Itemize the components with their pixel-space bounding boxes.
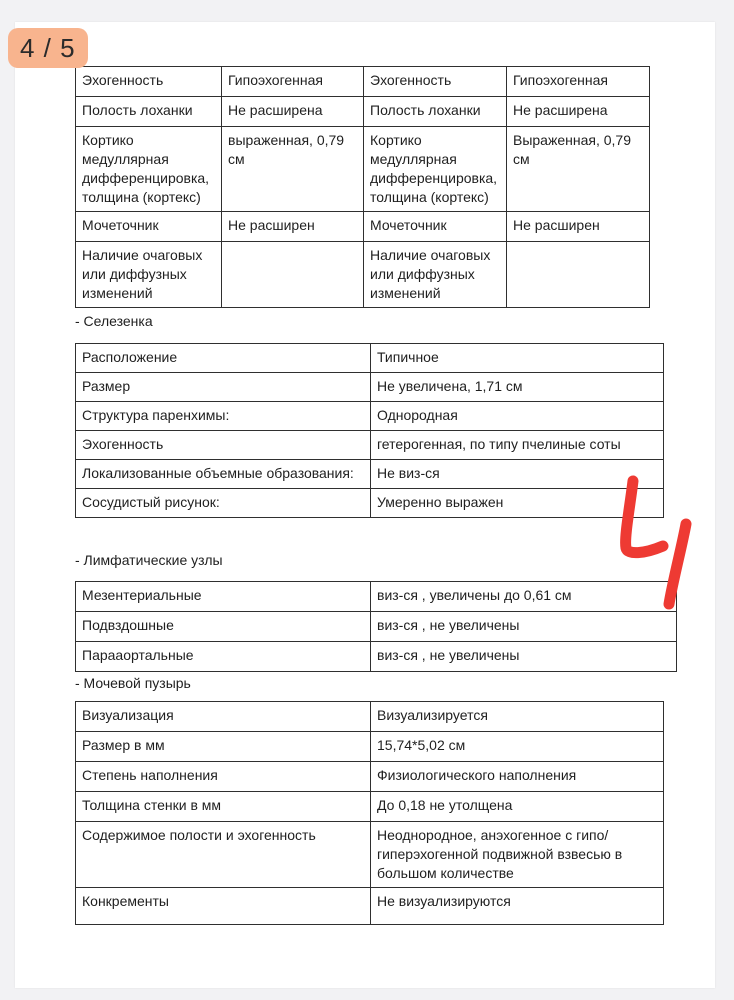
table-row xyxy=(76,242,650,308)
table-cell: Степень наполнения xyxy=(76,762,371,792)
table-row xyxy=(76,97,650,127)
table-row xyxy=(76,373,664,402)
table-row xyxy=(76,642,677,672)
table-cell: Гипоэхогенная xyxy=(222,67,364,97)
table-cell: Мочеточник xyxy=(364,212,507,242)
table-cell: Конкременты xyxy=(76,888,371,925)
table-row xyxy=(76,732,664,762)
table-cell: Наличие очаговых или диффузных изменений xyxy=(364,242,507,308)
table-cell: Не виз-ся xyxy=(371,460,664,489)
lymph-nodes-table xyxy=(75,581,677,672)
document-page xyxy=(15,22,715,988)
table-cell: 15,74*5,02 см xyxy=(371,732,664,762)
table-cell: Физиологического наполнения xyxy=(371,762,664,792)
table-cell: Типичное xyxy=(371,344,664,373)
table-cell: Выраженная, 0,79 см xyxy=(507,127,650,212)
page-number-badge xyxy=(8,28,88,68)
table-cell: Гипоэхогенная xyxy=(507,67,650,97)
table-cell: До 0,18 не утолщена xyxy=(371,792,664,822)
table-cell: Эхогенность xyxy=(76,431,371,460)
table-cell: Содержимое полости и эхогенность xyxy=(76,822,371,888)
table-cell: Структура паренхимы: xyxy=(76,402,371,431)
table-cell: виз-ся , не увеличены xyxy=(371,642,677,672)
table-row xyxy=(76,460,664,489)
table-row xyxy=(76,702,664,732)
table-cell: виз-ся , не увеличены xyxy=(371,612,677,642)
table-row xyxy=(76,212,650,242)
table-cell: Не визуализируются xyxy=(371,888,664,925)
table-cell: Размер в мм xyxy=(76,732,371,762)
spleen-parameters-table xyxy=(75,343,664,518)
table-cell: Не расширен xyxy=(507,212,650,242)
section-heading-lymph-nodes: - Лимфатические узлы xyxy=(75,552,223,568)
table-row xyxy=(76,582,677,612)
table-cell: Эхогенность xyxy=(76,67,222,97)
table-cell: Сосудистый рисунок: xyxy=(76,489,371,518)
table-cell: Расположение xyxy=(76,344,371,373)
table-cell: Кортико медуллярная дифференцировка, толщина (кортекс) xyxy=(76,127,222,212)
table-row xyxy=(76,127,650,212)
table-cell xyxy=(222,242,364,308)
table-cell: Кортико медуллярная дифференцировка, толщина (кортекс) xyxy=(364,127,507,212)
section-heading-bladder: - Мочевой пузырь xyxy=(75,675,191,691)
table-cell xyxy=(507,242,650,308)
kidney-parameters-table xyxy=(75,66,650,308)
table-cell: Умеренно выражен xyxy=(371,489,664,518)
table-cell: Однородная xyxy=(371,402,664,431)
table-cell: Мезентериальные xyxy=(76,582,371,612)
table-cell: Полость лоханки xyxy=(364,97,507,127)
table-cell: Полость лоханки xyxy=(76,97,222,127)
table-cell: Локализованные объемные образования: xyxy=(76,460,371,489)
table-row xyxy=(76,792,664,822)
table-cell: Визуализируется xyxy=(371,702,664,732)
table-row xyxy=(76,67,650,97)
table-cell: Наличие очаговых или диффузных изменений xyxy=(76,242,222,308)
table-cell: Размер xyxy=(76,373,371,402)
bladder-parameters-table xyxy=(75,701,664,925)
table-cell: Не увеличена, 1,71 см xyxy=(371,373,664,402)
table-row xyxy=(76,612,677,642)
section-heading-spleen: - Селезенка xyxy=(75,313,153,329)
table-cell: гетерогенная, по типу пчелиные соты xyxy=(371,431,664,460)
table-cell: Не расширена xyxy=(507,97,650,127)
table-cell: Эхогенность xyxy=(364,67,507,97)
table-cell: Не расширена xyxy=(222,97,364,127)
table-row xyxy=(76,431,664,460)
table-row xyxy=(76,822,664,888)
table-cell: Парааортальные xyxy=(76,642,371,672)
table-cell: виз-ся , увеличены до 0,61 см xyxy=(371,582,677,612)
table-cell: выраженная, 0,79 см xyxy=(222,127,364,212)
table-row xyxy=(76,344,664,373)
table-cell: Мочеточник xyxy=(76,212,222,242)
table-cell: Не расширен xyxy=(222,212,364,242)
table-cell: Подвздошные xyxy=(76,612,371,642)
table-row xyxy=(76,489,664,518)
table-cell: Толщина стенки в мм xyxy=(76,792,371,822)
table-row xyxy=(76,888,664,925)
document-content xyxy=(75,66,695,925)
table-row xyxy=(76,402,664,431)
table-row xyxy=(76,762,664,792)
table-cell: Визуализация xyxy=(76,702,371,732)
table-cell: Неоднородное, анэхогенное с гипо/гиперэхогенной подвижной взвесью в большом количестве xyxy=(371,822,664,888)
page-number-label: 4 / 5 xyxy=(20,32,76,63)
